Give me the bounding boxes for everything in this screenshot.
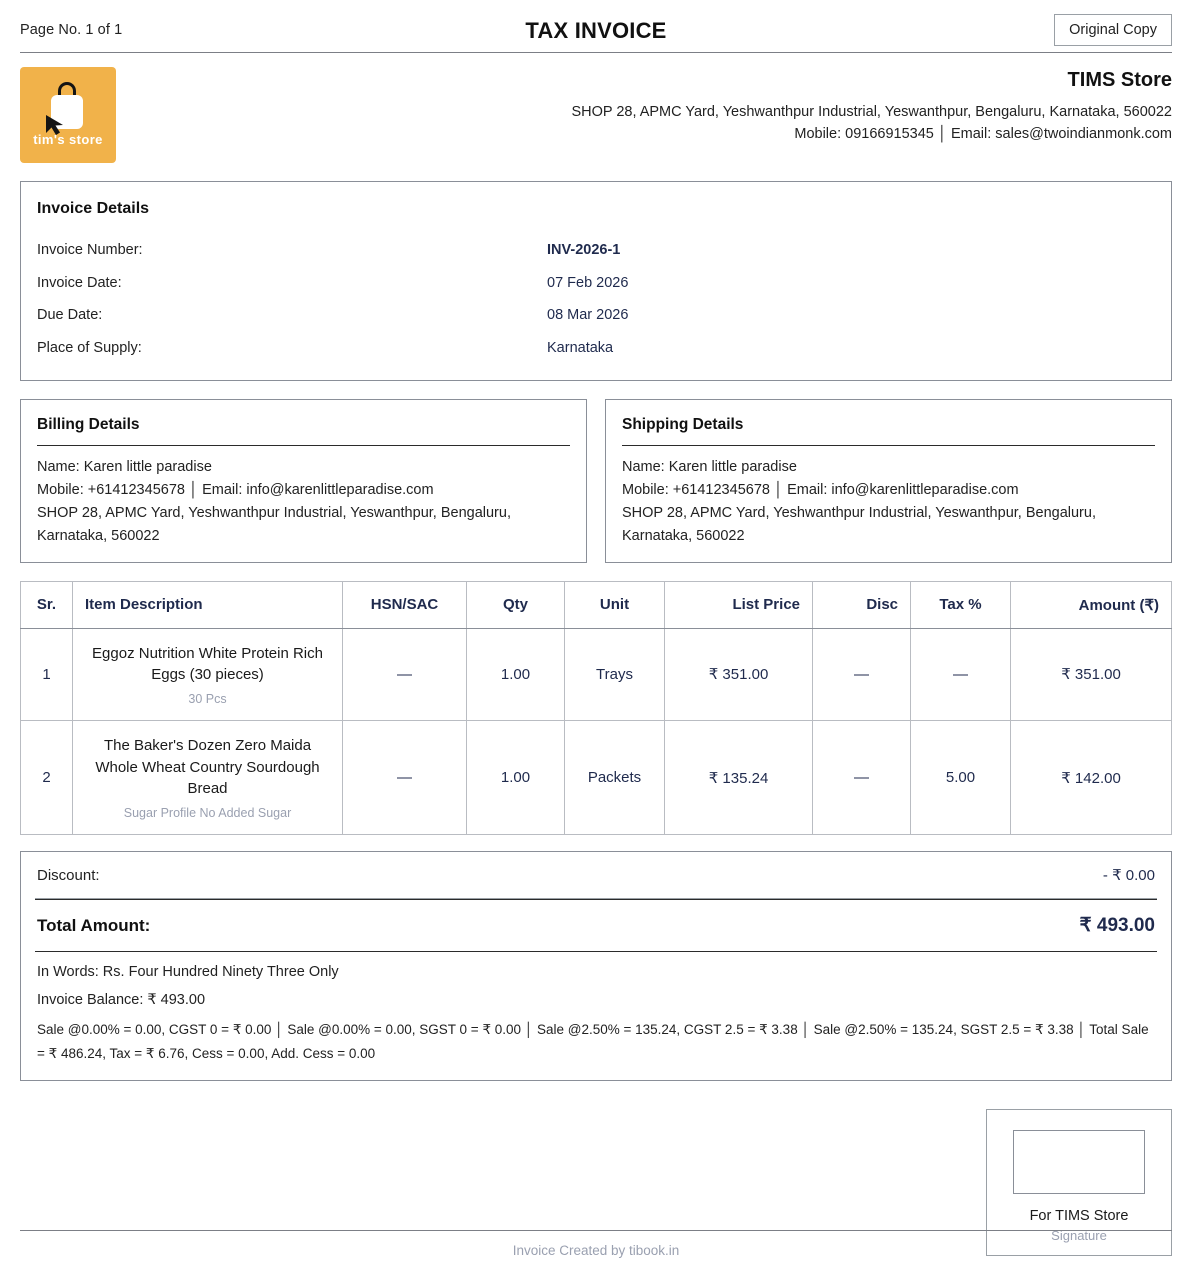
parties-section <box>20 399 1172 563</box>
line-items-header <box>21 581 1172 628</box>
due-date-row <box>37 299 1155 332</box>
billing-address: SHOP 28, APMC Yard, Yeshwanthpur Industrial, Yeswanthpur, Bengaluru, Karnataka, 560022 <box>37 504 511 544</box>
row-description <box>73 628 343 721</box>
row-tax: 5.00 <box>911 721 1011 835</box>
total-amount-label: Total Amount: <box>37 915 151 935</box>
invoice-details-title: Invoice Details <box>37 200 150 217</box>
page-topbar <box>20 0 1172 52</box>
place-of-supply-value: Karnataka <box>547 339 614 356</box>
row-sr: 1 <box>21 628 73 721</box>
invoice-date-row <box>37 267 1155 300</box>
billing-details-box <box>20 399 587 563</box>
col-hsn: HSN/SAC <box>343 581 467 628</box>
item-name: The Baker's Dozen Zero Maida Whole Wheat Country Sourdough Bread <box>95 737 320 797</box>
row-amount: ₹ 142.00 <box>1011 721 1172 835</box>
col-description: Item Description <box>73 581 343 628</box>
row-qty: 1.00 <box>467 721 565 835</box>
due-date-value: 08 Mar 2026 <box>547 307 629 323</box>
row-qty: 1.00 <box>467 628 565 721</box>
signature-area[interactable] <box>1013 1130 1145 1194</box>
totals-box <box>20 851 1172 1081</box>
row-tax: — <box>911 628 1011 721</box>
row-disc: — <box>813 628 911 721</box>
place-of-supply-row <box>37 332 1155 365</box>
row-hsn: — <box>343 628 467 721</box>
col-tax: Tax % <box>911 581 1011 628</box>
discount-label: Discount: <box>37 866 100 884</box>
row-amount: ₹ 351.00 <box>1011 628 1172 721</box>
place-of-supply-label: Place of Supply: <box>37 339 142 356</box>
store-info <box>571 67 1172 146</box>
invoice-date-value: 07 Feb 2026 <box>547 274 629 291</box>
billing-name: Name: Karen little paradise <box>37 459 212 475</box>
page-number: Page No. 1 of 1 <box>20 22 123 38</box>
signature-caption: Signature <box>1051 1228 1107 1244</box>
shipping-address: SHOP 28, APMC Yard, Yeshwanthpur Industrial, Yeswanthpur, Bengaluru, Karnataka, 560022 <box>622 504 1096 544</box>
billing-contact: Mobile: +61412345678 │ Email: info@karenlittleparadise.com <box>37 481 434 498</box>
total-amount-row <box>35 899 1157 952</box>
row-unit: Trays <box>565 628 665 721</box>
table-row <box>21 721 1172 835</box>
store-logo <box>20 67 116 163</box>
invoice-number-value: INV-2026-1 <box>547 242 621 258</box>
original-copy-badge: Original Copy <box>1054 14 1172 46</box>
row-hsn: — <box>343 721 467 835</box>
col-disc: Disc <box>813 581 911 628</box>
line-items-table <box>20 581 1172 835</box>
row-description <box>73 721 343 835</box>
shipping-details-box <box>605 399 1172 563</box>
page-footer: Invoice Created by tibook.in <box>20 1230 1172 1258</box>
store-contact: Mobile: 09166915345 │ Email: sales@twoindianmonk.com <box>794 126 1172 143</box>
amount-in-words: In Words: Rs. Four Hundred Ninety Three Only <box>37 964 339 981</box>
col-qty: Qty <box>467 581 565 628</box>
letterhead <box>20 53 1172 175</box>
store-name: TIMS Store <box>1067 69 1172 91</box>
store-address: SHOP 28, APMC Yard, Yeshwanthpur Industrial, Yeswanthpur, Bengaluru, Karnataka, 560022 <box>571 104 1172 120</box>
total-amount-value: ₹ 493.00 <box>1079 915 1155 937</box>
line-items-body <box>21 628 1172 834</box>
invoice-date-label: Invoice Date: <box>37 274 122 291</box>
due-date-label: Due Date: <box>37 307 103 323</box>
row-unit: Packets <box>565 721 665 835</box>
billing-title: Billing Details <box>37 416 570 446</box>
shipping-contact: Mobile: +61412345678 │ Email: info@karenlittleparadise.com <box>622 481 1019 498</box>
col-list-price: List Price <box>665 581 813 628</box>
signature-for-label: For TIMS Store <box>1029 1208 1129 1225</box>
logo-brand-text: tim's store <box>33 132 103 147</box>
shipping-name: Name: Karen little paradise <box>622 459 797 475</box>
row-list-price: ₹ 135.24 <box>665 721 813 835</box>
discount-row <box>35 852 1157 899</box>
row-sr: 2 <box>21 721 73 835</box>
invoice-balance: Invoice Balance: ₹ 493.00 <box>37 992 206 1009</box>
row-disc: — <box>813 721 911 835</box>
invoice-number-row <box>37 234 1155 267</box>
shipping-title: Shipping Details <box>622 416 1155 446</box>
discount-value: - ₹ 0.00 <box>1102 867 1155 885</box>
col-amount: Amount (₹) <box>1011 581 1172 628</box>
table-header-row <box>21 581 1172 628</box>
row-list-price: ₹ 351.00 <box>665 628 813 721</box>
item-subtext: 30 Pcs <box>188 692 227 707</box>
col-sr: Sr. <box>21 581 73 628</box>
col-unit: Unit <box>565 581 665 628</box>
page-title: TAX INVOICE <box>525 18 667 43</box>
tax-summary: Sale @0.00% = 0.00, CGST 0 = ₹ 0.00 │ Sale @0.00% = 0.00, SGST 0 = ₹ 0.00 │ Sale @2.50% = 135.24, CGST 2.5 = ₹ 3.38 │ Sale @2.50% = 135.24, SGST 2.5 = ₹ 3.38 │ Total Sale = ₹ 486.24, Tax = ₹ 6.76, Cess = 0.00, Add. Cess = 0.00 <box>37 1022 1149 1062</box>
invoice-details-box <box>20 181 1172 381</box>
invoice-number-label: Invoice Number: <box>37 242 143 258</box>
table-row <box>21 628 1172 721</box>
item-name: Eggoz Nutrition White Protein Rich Eggs (30 pieces) <box>92 644 323 683</box>
item-subtext: Sugar Profile No Added Sugar <box>123 806 292 821</box>
